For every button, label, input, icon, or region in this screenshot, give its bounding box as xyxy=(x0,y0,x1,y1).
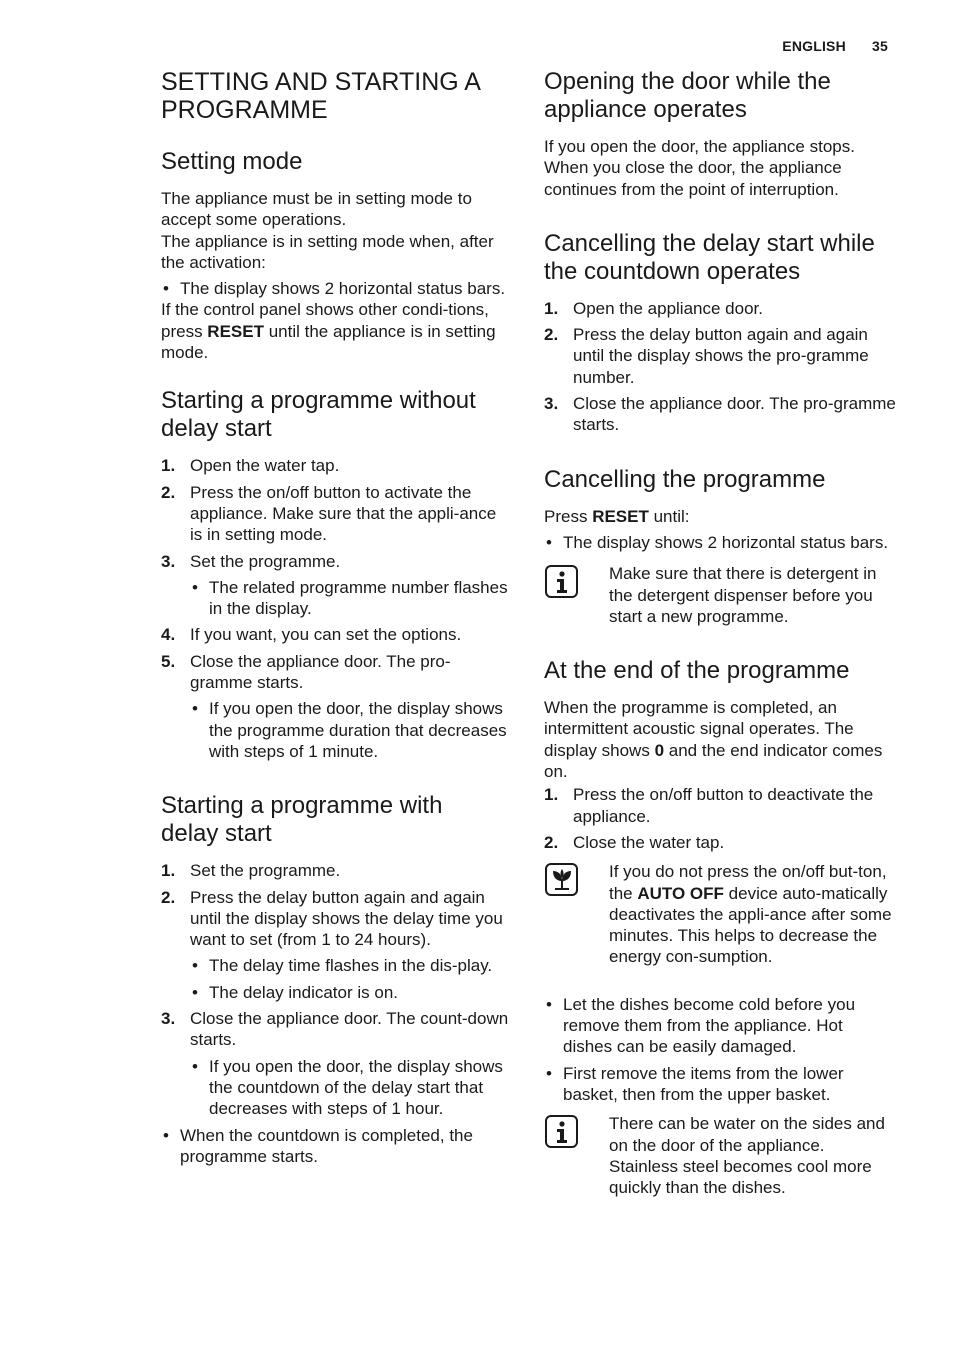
paragraph: When the programme is completed, an intermittent acoustic signal operates. The display shows 0 and the end indicator comes on. xyxy=(544,698,883,782)
paragraph: Press RESET until: xyxy=(544,506,690,526)
heading-end-programme: At the end of the programme xyxy=(544,657,850,685)
bullet-item: • Let the dishes become cold before you remove them from the appliance. Hot dishes can be easily damaged. xyxy=(544,994,896,1058)
step-item: 2. Press the delay button again and again until the display shows the pro-gramme number. xyxy=(544,325,869,387)
step-item: 2. Close the water tap. xyxy=(544,832,725,852)
page-number: 35 xyxy=(872,38,888,54)
info-icon xyxy=(545,565,578,598)
heading-cancel-delay: Cancelling the delay start while the countdown operates xyxy=(544,229,875,285)
auto-off-keyword: AUTO OFF xyxy=(637,883,724,903)
step-item: 1. Set the programme. xyxy=(161,861,341,881)
step-item: 4. If you want, you can set the options. xyxy=(161,625,462,645)
eco-note xyxy=(544,861,896,967)
section-opening-door xyxy=(544,68,896,200)
heading-start-without-delay: Starting a programme without delay start xyxy=(161,387,476,443)
section-cancel-delay xyxy=(544,230,896,436)
step-item: 3. Close the appliance door. The pro-gramme starts. xyxy=(544,394,896,435)
bullet-item: • The display shows 2 horizontal status bars. xyxy=(161,278,511,299)
step-item: 1. Press the on/off button to deactivate the appliance. xyxy=(544,785,874,826)
info-note xyxy=(544,1113,896,1198)
bullet-item: • If you open the door, the display shows the countdown of the delay start that decreases with steps of 1 hour. xyxy=(190,1056,511,1120)
right-column xyxy=(544,68,896,1222)
note-text: There can be water on the sides and on the door of the appliance. Stainless steel becomes cool more quickly than the dishes. xyxy=(609,1114,885,1198)
bullet-item: • The delay indicator is on. xyxy=(190,982,511,1003)
bullet-item: • When the countdown is completed, the programme starts. xyxy=(161,1125,511,1168)
language-label: ENGLISH xyxy=(782,38,846,54)
bullet-item: • The delay time flashes in the dis-play. xyxy=(190,955,511,976)
info-icon xyxy=(545,1115,578,1148)
info-note xyxy=(544,563,896,627)
section-setting-mode xyxy=(161,148,511,363)
step-item: 2. Press the on/off button to activate the appliance. Make sure that the appli-ance is in setting mode. xyxy=(161,482,497,545)
main-title: SETTING AND STARTING A PROGRAMME xyxy=(161,68,481,124)
section-cancel-programme xyxy=(544,466,896,627)
paragraph: The appliance is in setting mode when, after the activation: xyxy=(161,231,494,272)
bullet-item: • The related programme number flashes in the display. xyxy=(190,577,511,620)
bullet-item: • The display shows 2 horizontal status bars. xyxy=(544,532,896,553)
bullet-item: • First remove the items from the lower basket, then from the upper basket. xyxy=(544,1063,896,1106)
heading-opening-door: Opening the door while the appliance operates xyxy=(544,68,831,123)
left-column xyxy=(161,68,511,1191)
page-header xyxy=(760,38,888,54)
section-start-without-delay xyxy=(161,387,511,762)
heading-setting-mode: Setting mode xyxy=(161,148,303,175)
step-item: 1. Open the appliance door. xyxy=(544,298,763,318)
reset-keyword: RESET xyxy=(592,506,649,526)
step-item: 3. Close the appliance door. The count-down starts. • If you open the door, the display shows the countdown of the delay start that decreases with steps of 1 hour. xyxy=(161,1008,511,1119)
step-item: 5. Close the appliance door. The pro-gramme starts. • If you open the door, the display shows the programme duration that decreases with steps of 1 minute. xyxy=(161,651,511,762)
heading-cancel-programme: Cancelling the programme xyxy=(544,465,826,493)
section-start-with-delay xyxy=(161,792,511,1167)
note-text: If you do not press the on/off but-ton, the AUTO OFF device auto-matically deactivates the appli-ance after some minutes. This helps to decrease the energy con-sumption. xyxy=(609,862,892,967)
paragraph: If the control panel shows other condi-tions, press RESET until the appliance is in setting mode. xyxy=(161,300,496,363)
heading-start-with-delay: Starting a programme with delay start xyxy=(161,792,443,848)
step-item: 3. Set the programme. • The related programme number flashes in the display. xyxy=(161,551,511,620)
step-item: 1. Open the water tap. xyxy=(161,456,340,476)
bullet-item: • If you open the door, the display shows the programme duration that decreases with steps of 1 minute. xyxy=(190,698,511,762)
step-item: 2. Press the delay button again and again until the display shows the delay time you want to set (from 1 to 24 hours). • The delay time flashes in the dis-play. • The delay indicator is on. xyxy=(161,887,511,1003)
note-text: Make sure that there is detergent in the detergent dispenser before you start a new programme. xyxy=(609,564,877,626)
paragraph: The appliance must be in setting mode to accept some operations. xyxy=(161,189,472,230)
eco-leaf-icon xyxy=(545,863,578,896)
zero-display-value: 0 xyxy=(654,740,665,760)
reset-keyword: RESET xyxy=(207,321,264,341)
paragraph: If you open the door, the appliance stops. When you close the door, the appliance continues from the point of interruption. xyxy=(544,137,855,199)
section-end-programme xyxy=(544,657,896,1198)
